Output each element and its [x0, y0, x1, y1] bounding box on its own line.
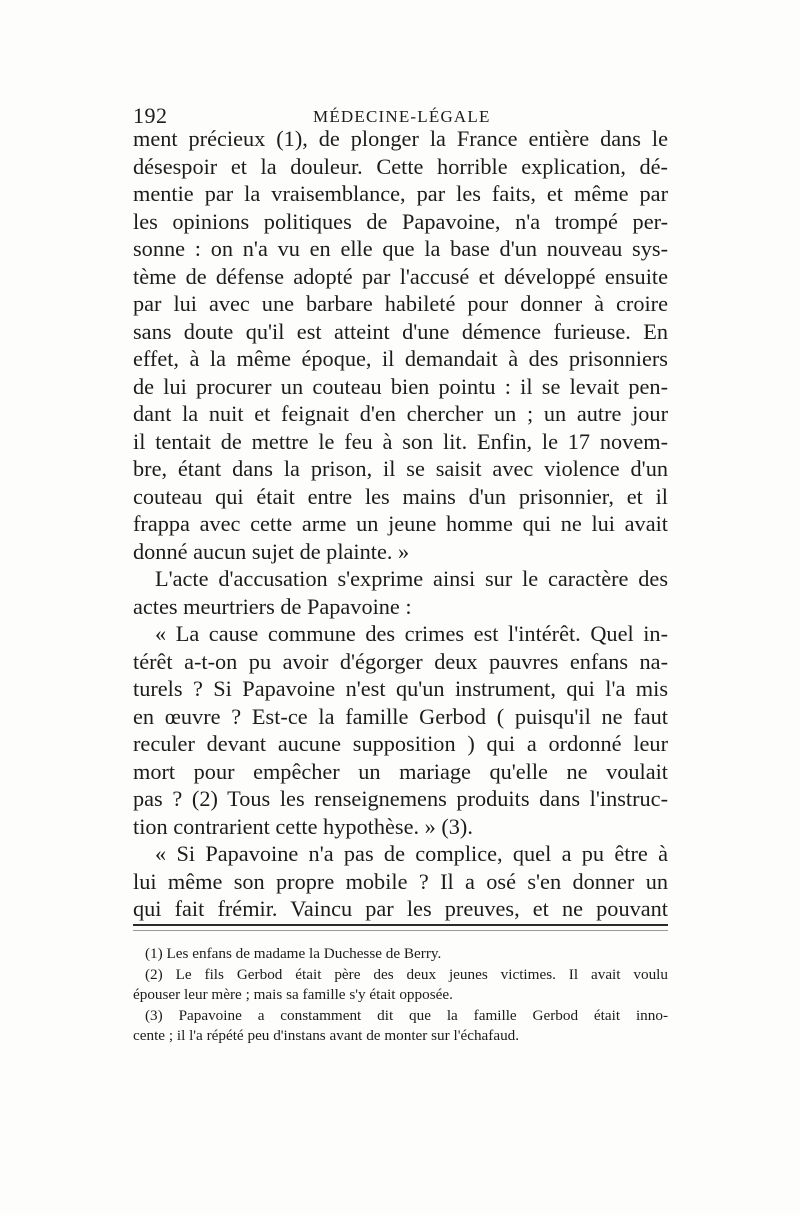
body-line: en œuvre ? Est-ce la famille Gerbod ( puisqu'il ne faut	[133, 703, 668, 729]
footnote-line: (2) Le fils Gerbod était père des deux jeunes victimes. Il avait voulu	[145, 965, 668, 983]
body-line: tion contrarient cette hypothèse. » (3).	[133, 813, 473, 839]
body-line: « Si Papavoine n'a pas de complice, quel a pu être à	[155, 841, 668, 866]
body-line: dant la nuit et feignait d'en chercher un ; un autre jour	[133, 401, 668, 426]
body-line: effet, à la même époque, il demandait à des prisonniers	[133, 346, 668, 371]
body-line: les opinions politiques de Papavoine, n'a trompé per-	[133, 208, 668, 234]
footnote-line: épouser leur mère ; mais sa famille s'y était opposée.	[133, 986, 453, 1003]
body-line: qui fait frémir. Vaincu par les preuves, et ne pouvant	[133, 896, 668, 921]
footnote-line: cente ; il l'a répété peu d'instans avant de monter sur l'échafaud.	[133, 1027, 520, 1044]
body-line: il tentait de mettre le feu à son lit. Enfin, le 17 novem-	[133, 428, 668, 454]
footnotes	[133, 944, 668, 1047]
footnote-separator-thin	[133, 930, 668, 931]
footnote-line: (1) Les enfans de madame la Duchesse de Berry.	[145, 945, 442, 962]
body-line: frappa avec cette arme un jeune homme qui ne lui avait	[133, 511, 668, 536]
body-line: donné aucun sujet de plainte. »	[133, 538, 410, 564]
body-text	[133, 125, 668, 923]
body-line: actes meurtriers de Papavoine :	[133, 593, 412, 619]
running-head: MÉDECINE-LÉGALE	[313, 107, 491, 126]
body-line: de lui procurer un couteau bien pointu : il se levait pen-	[133, 373, 668, 399]
page-number: 192	[133, 103, 168, 128]
body-line: par lui avec une barbare habileté pour donner à croire	[133, 291, 668, 316]
body-line: reculer devant aucune supposition ) qui a ordonné leur	[133, 731, 668, 756]
body-line: lui même son propre mobile ? Il a osé s'en donner un	[133, 868, 668, 894]
body-line: ment précieux (1), de plonger la France entière dans le	[133, 126, 668, 151]
footnote-line: (3) Papavoine a constamment dit que la famille Gerbod était inno-	[145, 1006, 668, 1024]
body-line: sonne : on n'a vu en elle que la base d'un nouveau sys-	[133, 236, 668, 261]
body-line: tème de défense adopté par l'accusé et développé ensuite	[133, 263, 668, 289]
body-line: pas ? (2) Tous les renseignemens produits dans l'instruc-	[133, 786, 668, 811]
body-line: turels ? Si Papavoine n'est qu'un instrument, qui l'a mis	[133, 676, 668, 701]
body-line: désespoir et la douleur. Cette horrible explication, dé-	[133, 153, 668, 179]
footnote-separator	[133, 924, 668, 926]
body-line: mort pour empêcher un mariage qu'elle ne voulait	[133, 758, 668, 784]
body-line: térêt a-t-on pu avoir d'égorger deux pauvres enfans na-	[133, 648, 668, 674]
body-line: sans doute qu'il est atteint d'une démence furieuse. En	[133, 318, 668, 344]
body-line: bre, étant dans la prison, il se saisit avec violence d'un	[133, 456, 668, 481]
body-line: mentie par la vraisemblance, par les faits, et même par	[133, 181, 668, 206]
body-line: couteau qui était entre les mains d'un prisonnier, et il	[133, 483, 668, 509]
body-line: « La cause commune des crimes est l'intérêt. Quel in-	[155, 621, 668, 646]
body-line: L'acte d'accusation s'exprime ainsi sur le caractère des	[155, 566, 668, 591]
